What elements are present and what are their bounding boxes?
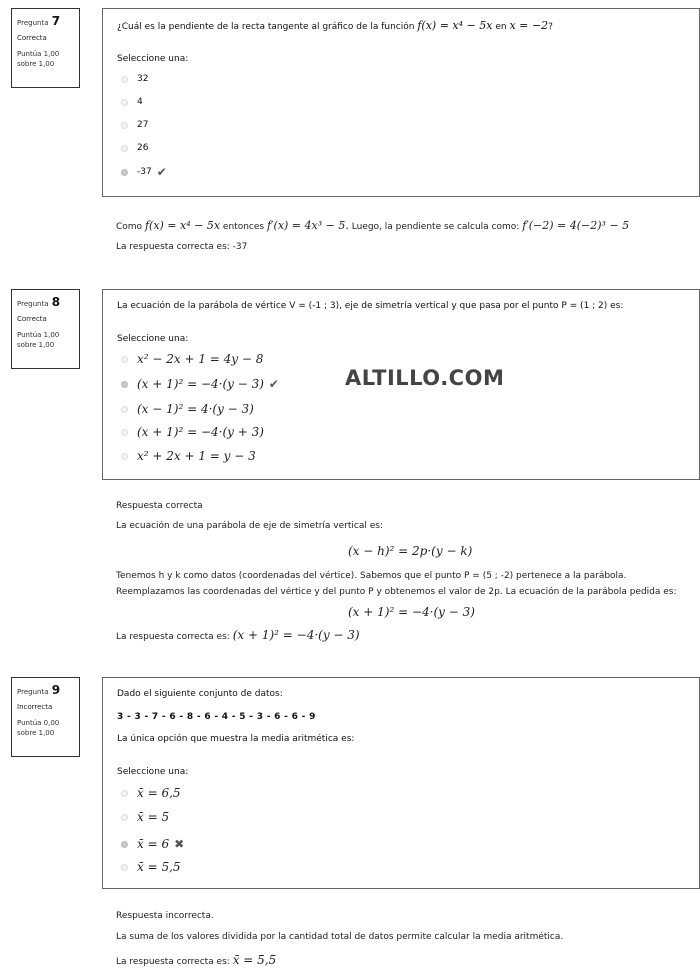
question-label: Pregunta [17,688,49,696]
data-set: 3 - 3 - 7 - 6 - 8 - 6 - 4 - 5 - 3 - 6 - 6 - 9 [117,712,316,722]
question-box-9 [102,677,700,889]
question-text: ¿Cuál es la pendiente de la recta tangente al gráfico de la función f(x) = x⁴ − 5x en x = −2? [117,19,553,32]
question-label: Pregunta [17,19,49,27]
answer-option[interactable]: (x − 1)² = 4·(y − 3) [121,401,254,417]
radio-button-selected[interactable] [121,841,128,848]
question-info-7 [11,8,80,88]
question-grade: Puntúa 1,00 sobre 1,00 [17,50,60,68]
formula-general: (x − h)² = 2p·(y − k) [348,544,473,558]
radio-button[interactable] [121,145,128,152]
correct-answer-text: La respuesta correcta es: -37 [116,242,248,252]
radio-button-selected[interactable] [121,381,128,388]
answer-option[interactable]: x² + 2x + 1 = y − 3 [121,448,256,464]
radio-button[interactable] [121,406,128,413]
correct-check-icon: ✔ [268,377,279,391]
question-number: 7 [51,14,61,28]
radio-button[interactable] [121,790,128,797]
radio-button[interactable] [121,356,128,363]
feedback-8: Respuesta correcta La ecuación de una parábola de eje de simetría vertical es: [116,501,686,531]
radio-button[interactable] [121,99,128,106]
answer-option[interactable]: (x + 1)² = −4·(y + 3) [121,424,264,440]
select-prompt: Seleccione una: [117,767,189,777]
radio-button[interactable] [121,864,128,871]
radio-button-selected[interactable] [121,169,128,176]
feedback-status: Respuesta incorrecta. [116,911,214,921]
answer-option-selected[interactable]: (x + 1)² = −4·(y − 3) ✔ [121,376,279,392]
select-prompt: Seleccione una: [117,54,189,64]
radio-button[interactable] [121,814,128,821]
question-state: Correcta [17,315,47,323]
question-number: 9 [51,683,61,697]
question-number: 8 [51,295,61,309]
question-box-7 [102,8,700,197]
correct-check-icon: ✔ [156,165,167,179]
answer-option[interactable]: 26 [121,140,148,156]
select-prompt: Seleccione una: [117,334,189,344]
answer-option[interactable]: 4 [121,94,143,110]
question-state: Incorrecta [17,703,53,711]
question-info-9 [11,677,80,757]
radio-button[interactable] [121,453,128,460]
answer-option[interactable]: x̄ = 6,5 [121,785,181,801]
answer-option-selected[interactable]: -37 ✔ [121,164,167,180]
feedback-7: Como f(x) = x⁴ − 5x entonces f′(x) = 4x³ − 5. Luego, la pendiente se calcula como: f′(−2) = 4(−2)³ − 5 La respuesta correcta es: -37 [116,219,686,252]
watermark-logo: ALTILLO.COM [345,366,505,390]
feedback-status: Respuesta correcta [116,501,203,511]
question-info-8 [11,289,80,369]
question-text: La ecuación de la parábola de vértice V = (-1 ; 3), eje de simetría vertical y que pasa por el punto P = (1 ; 2) es: [117,301,624,311]
feedback-9: Respuesta incorrecta. La suma de los valores dividida por la cantidad total de datos permite calcular la media aritmética. La respuesta correcta es: x̄ = 5,5 [116,911,686,967]
answer-option[interactable]: 27 [121,117,148,133]
radio-button[interactable] [121,429,128,436]
question-text-2: La única opción que muestra la media aritmética es: [117,734,355,744]
answer-option[interactable]: x̄ = 5 [121,809,169,825]
question-grade: Puntúa 0,00 sobre 1,00 [17,719,60,737]
incorrect-x-icon: ✖ [174,837,185,851]
question-state: Correcta [17,34,47,42]
answer-option[interactable]: x² − 2x + 1 = 4y − 8 [121,351,263,367]
correct-answer-text: La respuesta correcta es: (x + 1)² = −4·(y − 3) [116,628,360,642]
radio-button[interactable] [121,122,128,129]
formula-result: (x + 1)² = −4·(y − 3) [348,605,475,619]
answer-option[interactable]: 32 [121,71,148,87]
question-grade: Puntúa 1,00 sobre 1,00 [17,331,60,349]
correct-answer-text: La respuesta correcta es: x̄ = 5,5 [116,953,277,967]
question-label: Pregunta [17,300,49,308]
question-text: Dado el siguiente conjunto de datos: [117,689,283,699]
radio-button[interactable] [121,76,128,83]
answer-option[interactable]: x̄ = 5,5 [121,859,181,875]
answer-option-selected[interactable]: x̄ = 6 ✖ [121,836,184,852]
